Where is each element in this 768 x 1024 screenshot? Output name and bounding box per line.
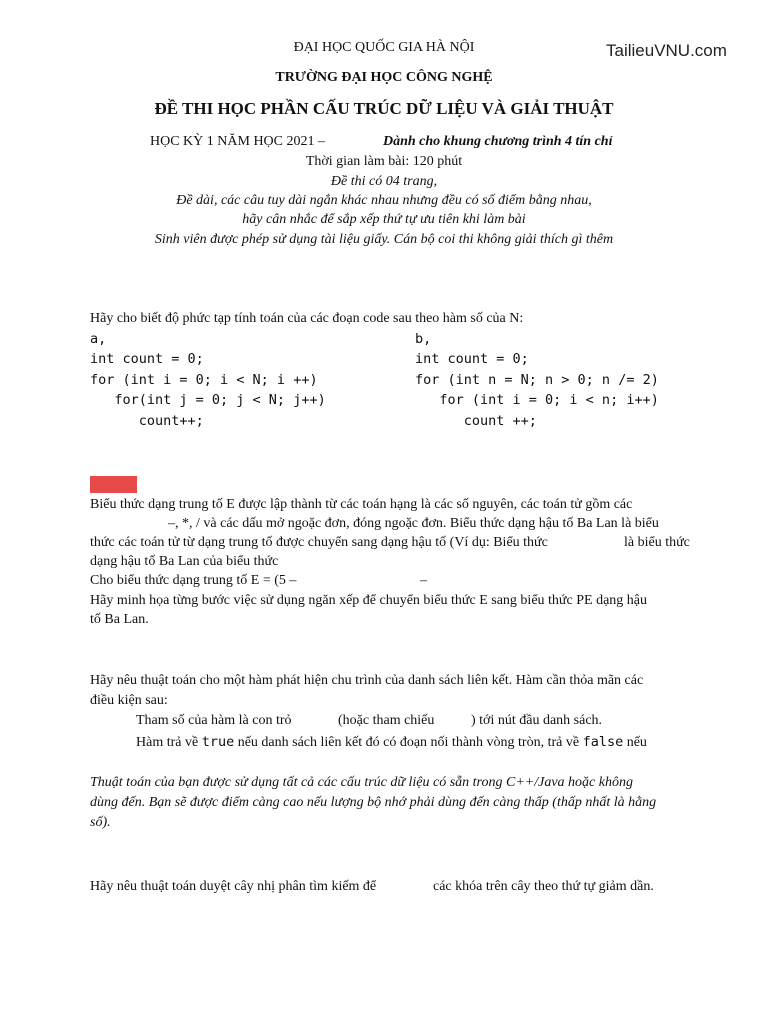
q2-line-1: Biểu thức dạng trung tố E được lập thành từ các toán hạng là các số nguyên, các toán tử gồm các: [90, 497, 633, 512]
q2-line-3b: là biểu thức: [624, 535, 690, 550]
code-true: true: [201, 734, 235, 750]
code-line: count++;: [90, 413, 204, 429]
code-line: for(int j = 0; j < N; j++): [90, 392, 326, 408]
q3-cond-2a: Hàm trả về: [136, 735, 199, 750]
q2-line-7: tố Ba Lan.: [90, 612, 149, 627]
code-line: a,: [90, 331, 107, 347]
page-count-note: Đề thi có 04 trang,: [330, 174, 438, 189]
code-line: for (int i = 0; i < n; i++): [415, 392, 659, 408]
q3-note-1: Thuật toán của bạn được sử dụng tất cả các cấu trúc dữ liệu có sẵn trong C++/Java hoặc không: [90, 775, 633, 790]
q3-cond-1b: (hoặc tham chiếu: [338, 713, 435, 728]
q2-line-6: Hãy minh họa từng bước việc sử dụng ngăn xếp để chuyển biểu thức E sang biểu thức PE dạng hậu: [90, 593, 647, 608]
code-line: for (int i = 0; i < N; i ++): [90, 372, 318, 388]
q1-prompt: Hãy cho biết độ phức tạp tính toán của các đoạn code sau theo hàm số của N:: [90, 311, 524, 326]
program-info: Dành cho khung chương trình 4 tín chỉ: [383, 134, 613, 149]
q3-cond-1a: Tham số của hàm là con trỏ: [136, 713, 292, 728]
redaction-marker: [90, 476, 137, 493]
q2-line-5a: Cho biểu thức dạng trung tố E = (5 –: [90, 573, 297, 588]
semester-info: HỌC KỲ 1 NĂM HỌC 2021 –: [150, 134, 326, 149]
q3-cond-2: [136, 734, 676, 751]
school-name: TRƯỜNG ĐẠI HỌC CÔNG NGHỆ: [275, 70, 493, 85]
q2-line-5b: –: [420, 573, 427, 588]
code-false: false: [582, 734, 624, 750]
code-line: count ++;: [415, 413, 537, 429]
q3-cond-2b: nếu danh sách liên kết đó có đoạn nối thành vòng tròn, trả về: [237, 735, 580, 750]
q3-note-3: số).: [90, 815, 111, 830]
instruction-line-3: Sinh viên được phép sử dụng tài liệu giấy. Cán bộ coi thi không giải thích gì thêm: [154, 232, 614, 247]
watermark-text: TailieuVNU.com: [606, 41, 727, 60]
q3-note-2: dùng đến. Bạn sẽ được điểm càng cao nếu lượng bộ nhớ phải dùng đến càng thấp (thấp nhất là hằng: [90, 795, 657, 810]
q4-line-1b: các khóa trên cây theo thứ tự giảm dần.: [433, 879, 654, 894]
duration-info: Thời gian làm bài: 120 phút: [305, 154, 463, 169]
q3-cond-1c: ) tới nút đầu danh sách.: [471, 713, 603, 728]
code-line: for (int n = N; n > 0; n /= 2): [415, 372, 659, 388]
q2-line-2: –, *, / và các dấu mở ngoặc đơn, đóng ngoặc đơn. Biểu thức dạng hậu tố Ba Lan là biểu: [168, 516, 659, 531]
q3-line-2: điều kiện sau:: [90, 693, 168, 708]
instruction-line-2: hãy cân nhắc để sắp xếp thứ tự ưu tiên khi làm bài: [242, 212, 526, 227]
exam-title: ĐỀ THI HỌC PHẦN CẤU TRÚC DỮ LIỆU VÀ GIẢI THUẬT: [154, 99, 614, 118]
q3-cond-2c: nếu: [626, 735, 647, 750]
q4-line-1a: Hãy nêu thuật toán duyệt cây nhị phân tìm kiếm để: [90, 879, 377, 894]
q2-line-3a: thức các toán tử từ dạng trung tố được chuyển sang dạng hậu tố (Ví dụ: Biểu thức: [90, 535, 548, 550]
code-line: b,: [415, 331, 432, 347]
university-name: ĐẠI HỌC QUỐC GIA HÀ NỘI: [293, 40, 475, 55]
q2-line-4: dạng hậu tố Ba Lan của biểu thức: [90, 554, 279, 569]
code-line: int count = 0;: [90, 351, 204, 367]
code-line: int count = 0;: [415, 351, 529, 367]
instruction-line-1: Đề dài, các câu tuy dài ngắn khác nhau nhưng đều có số điểm bằng nhau,: [176, 193, 592, 208]
q3-line-1: Hãy nêu thuật toán cho một hàm phát hiện chu trình của danh sách liên kết. Hàm cần thỏa mãn các: [90, 673, 644, 688]
